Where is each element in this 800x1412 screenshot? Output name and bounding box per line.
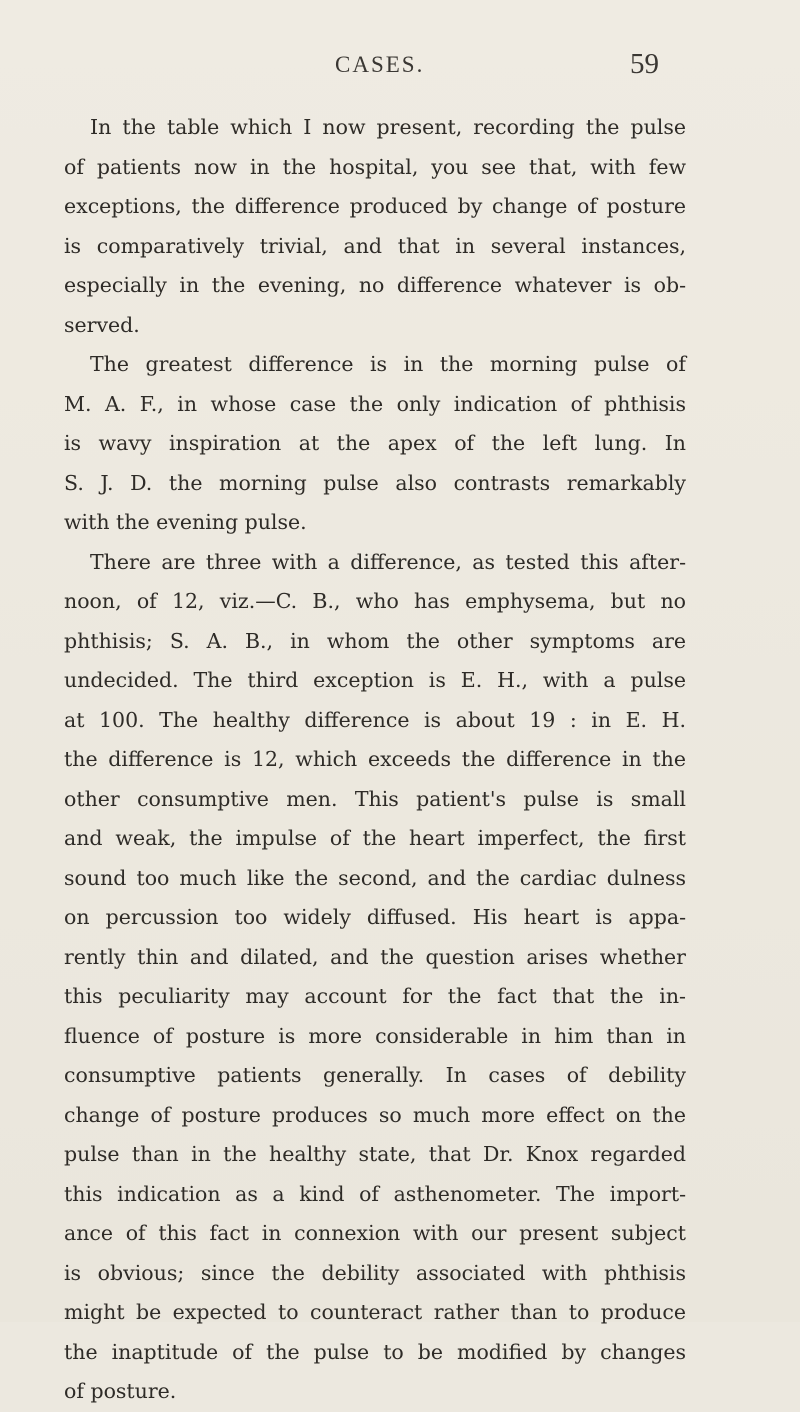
text-line: The greatest difference is in the morning pulse of xyxy=(90,352,686,376)
text-line: the inaptitude of the pulse to be modified by changes xyxy=(64,1339,686,1364)
text-line: There are three with a difference, as tested this after- xyxy=(90,549,686,574)
text-line: M. A. F., in whose case the only indication of phthisis xyxy=(64,391,686,416)
text-line: pulse than in the healthy state, that Dr. Knox regarded xyxy=(64,1142,686,1166)
text-line: change of posture produces so much more effect on the xyxy=(64,1102,686,1127)
text-line: phthisis; S. A. B., in whom the other symptoms are xyxy=(64,628,686,653)
text-line: with the evening pulse. xyxy=(64,510,307,534)
text-line: noon, of 12, viz.—C. B., who has emphysema, but no xyxy=(64,589,686,613)
text-line: sound too much like the second, and the cardiac dulness xyxy=(64,865,686,890)
text-line: this indication as a kind of asthenometer. The import- xyxy=(64,1181,686,1206)
text-line: served. xyxy=(64,312,140,337)
text-line: the difference is 12, which exceeds the difference in the xyxy=(64,747,686,771)
page-number: 59 xyxy=(630,48,659,80)
text-line: is wavy inspiration at the apex of the left lung. In xyxy=(64,431,686,455)
text-line: of patients now in the hospital, you see that, with few xyxy=(64,154,686,179)
text-line: at 100. The healthy difference is about 19 : in E. H. xyxy=(64,707,686,732)
text-line: ance of this fact in connexion with our present subject xyxy=(64,1221,686,1245)
text-line: and weak, the impulse of the heart imperfect, the first xyxy=(64,826,686,850)
text-line: undecided. The third exception is E. H., with a pulse xyxy=(64,668,686,692)
body-text xyxy=(64,108,686,1412)
text-line: of posture. xyxy=(64,1379,177,1403)
text-line: fluence of posture is more considerable in him than in xyxy=(64,1023,686,1048)
text-line: especially in the evening, no difference whatever is ob- xyxy=(64,273,686,297)
text-line: other consumptive men. This patient's pulse is small xyxy=(64,786,686,811)
text-line: this peculiarity may account for the fact that the in- xyxy=(64,984,686,1008)
text-line: consumptive patients generally. In cases of debility xyxy=(64,1063,686,1087)
running-title: CASES. xyxy=(335,52,425,77)
text-line: In the table which I now present, recording the pulse xyxy=(90,115,686,139)
text-line: on percussion too widely diffused. His heart is appa- xyxy=(64,905,686,929)
text-line: exceptions, the difference produced by change of posture xyxy=(64,194,686,218)
text-line: is comparatively trivial, and that in several instances, xyxy=(64,233,686,258)
text-line: is obvious; since the debility associated with phthisis xyxy=(64,1260,686,1285)
text-line: rently thin and dilated, and the question arises whether xyxy=(64,944,686,969)
text-line: might be expected to counteract rather than to produce xyxy=(64,1300,686,1324)
text-line: S. J. D. the morning pulse also contrasts remarkably xyxy=(64,470,686,495)
running-head xyxy=(0,48,800,92)
